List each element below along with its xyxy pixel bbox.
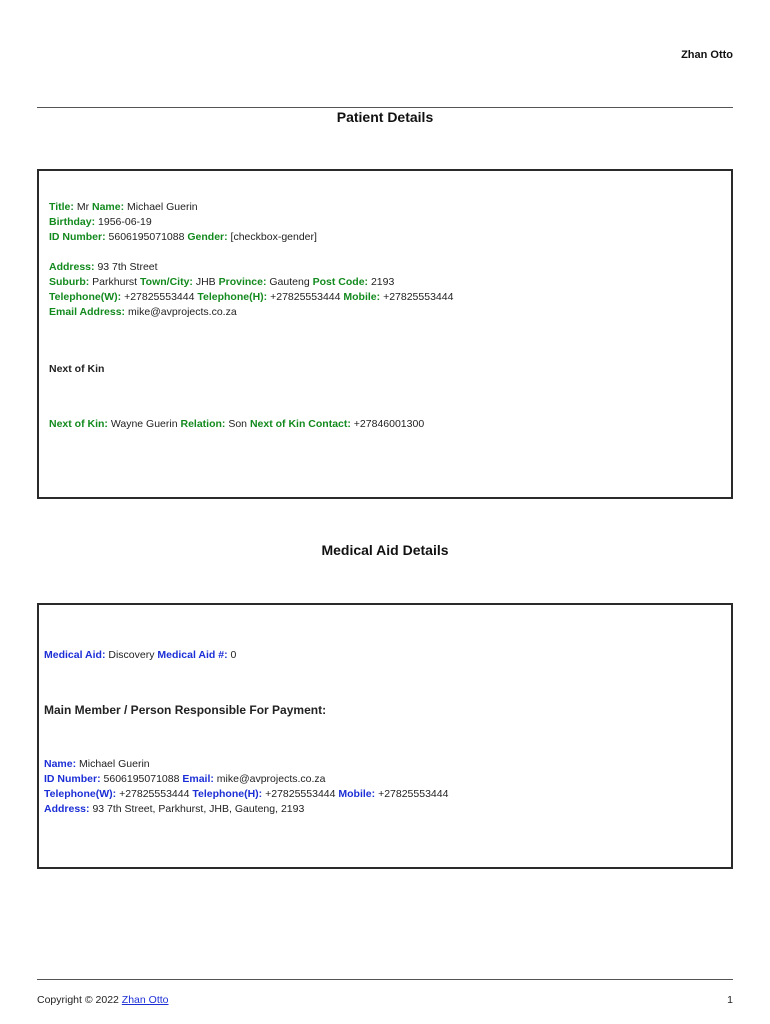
page-number: 1 xyxy=(727,994,733,1006)
header-author: Zhan Otto xyxy=(681,49,733,61)
email-line: Email Address: mike@avprojects.co.za xyxy=(49,306,237,318)
id-gender-line: ID Number: 5606195071088 Gender: [checkbox-gender] xyxy=(49,231,317,243)
suburb-line: Suburb: Parkhurst Town/City: JHB Province: Gauteng Post Code: 2193 xyxy=(49,276,395,288)
next-of-kin-heading: Next of Kin xyxy=(49,363,105,375)
member-id-email-line: ID Number: 5606195071088 Email: mike@avprojects.co.za xyxy=(44,773,326,785)
footer-copyright xyxy=(37,994,169,1006)
next-of-kin-line: Next of Kin: Wayne Guerin Relation: Son Next of Kin Contact: +27846001300 xyxy=(49,418,425,430)
author-link[interactable]: Zhan Otto xyxy=(121,994,169,1006)
copyright-text: Copyright © 2022 xyxy=(37,994,119,1006)
footer-divider xyxy=(37,979,733,980)
member-name-line: Name: Michael Guerin xyxy=(44,758,150,770)
medical-aid-title: Medical Aid Details xyxy=(321,542,449,558)
birthday-line: Birthday: 1956-06-19 xyxy=(49,216,152,228)
member-address-line: Address: 93 7th Street, Parkhurst, JHB, Gauteng, 2193 xyxy=(44,803,305,815)
main-member-heading: Main Member / Person Responsible For Payment: xyxy=(44,703,327,717)
address-line: Address: 93 7th Street xyxy=(49,261,158,273)
member-telephone-line: Telephone(W): +27825553444 Telephone(H): +27825553444 Mobile: +27825553444 xyxy=(44,788,449,800)
medical-aid-box xyxy=(37,603,733,869)
telephone-line: Telephone(W): +27825553444 Telephone(H): +27825553444 Mobile: +27825553444 xyxy=(49,291,454,303)
title-name-line: Title: Mr Name: Michael Guerin xyxy=(49,201,198,213)
medical-aid-line: Medical Aid: Discovery Medical Aid #: 0 xyxy=(44,649,237,661)
patient-details-box xyxy=(37,169,733,499)
header-divider xyxy=(37,107,733,108)
patient-details-title: Patient Details xyxy=(336,109,434,125)
